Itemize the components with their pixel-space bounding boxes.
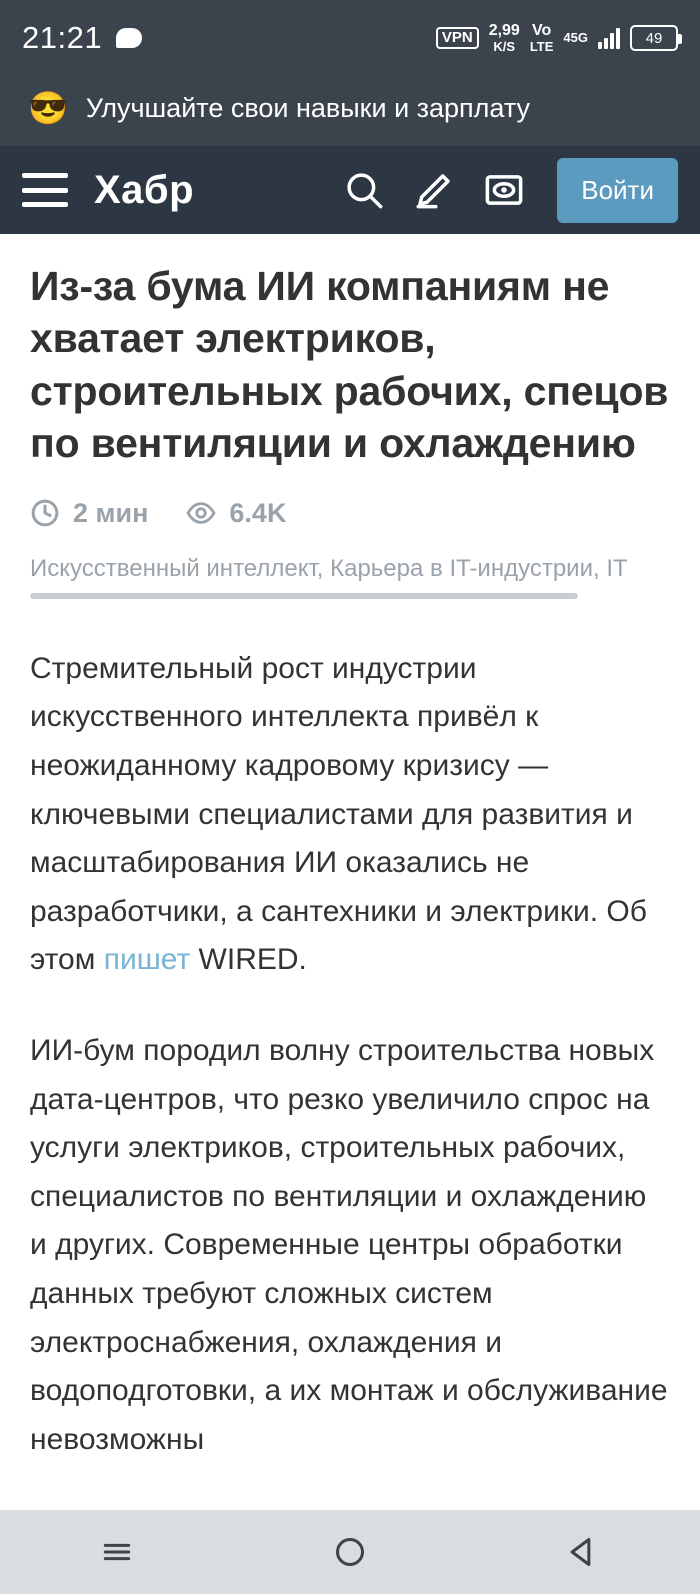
status-bar [0,0,700,76]
article-tags[interactable]: Искусственный интеллект, Карьера в IT-индустрии, IT [30,554,628,582]
vpn-badge: VPN [436,27,479,50]
page-title: Из-за бума ИИ компаниям не хватает электриков, строительных рабочих, спецов по вентиляции и охлаждению [30,263,669,467]
view-count [186,498,286,529]
article-content [0,234,700,1510]
message-bubble-icon [116,28,142,48]
view-count-label: 6.4K [229,497,287,528]
wired-source-link[interactable]: пишет [103,943,191,977]
paragraph-1-text-after: WIRED. [190,943,307,977]
paragraph-1-text-before: Стремительный рост индустрии искусственного интеллекта привёл к неожиданному кадровому кризису — ключевыми специалистами для развития и масштабирования ИИ оказались не разработчики, а сантехники и электрики. Об этом [30,651,647,977]
back-triangle-icon[interactable] [563,1532,603,1572]
reading-mode-icon[interactable] [483,169,525,211]
volte-indicator [530,23,554,53]
battery-level: 49 [645,29,663,47]
promo-banner[interactable] [0,76,700,146]
signal-bars-icon [598,27,620,49]
eye-icon [186,498,216,528]
hamburger-menu-icon[interactable] [22,173,68,207]
pen-write-icon[interactable] [413,169,455,211]
header-actions [343,158,678,223]
site-header [0,146,700,234]
habr-logo[interactable]: Хабр [94,167,195,212]
status-clock: 21:21 [22,20,103,55]
paragraph-2: ИИ-бум породил волну строительства новых дата-центров, что резко увеличило спрос на услуги электриков, строительных рабочих, специалистов по вентиляции и охлаждению и других. Современные центры обработки данных требуют сложных систем электроснабжения, охлаждения и водоподготовки, а их монтаж и обслуживание невозможны [30,1034,668,1456]
search-icon[interactable] [343,169,385,211]
network-label: 45G [563,30,588,46]
sunglasses-emoji-icon: 😎 [28,90,68,126]
data-rate-unit: K/S [493,38,516,54]
status-bar-left [22,20,142,56]
clock-icon [30,498,60,528]
battery-indicator [630,25,678,51]
network-indicator [563,31,588,45]
android-nav-bar [0,1510,700,1594]
status-bar-right [436,23,678,53]
volte-label: Vo [531,21,552,39]
volte-network: LTE [529,38,554,54]
login-button[interactable]: Войти [557,158,678,223]
promo-text: Улучшайте свои навыки и зарплату [85,92,531,123]
data-rate-indicator [489,23,520,53]
article-meta [30,498,670,529]
read-time [30,498,148,529]
tags-scroll-indicator [30,593,578,599]
article-body [30,645,670,1465]
recents-icon[interactable] [97,1532,137,1572]
paragraph-1 [30,645,670,985]
data-rate-value: 2,99 [488,21,520,39]
home-circle-icon[interactable] [330,1532,370,1572]
read-time-label: 2 мин [73,497,149,528]
